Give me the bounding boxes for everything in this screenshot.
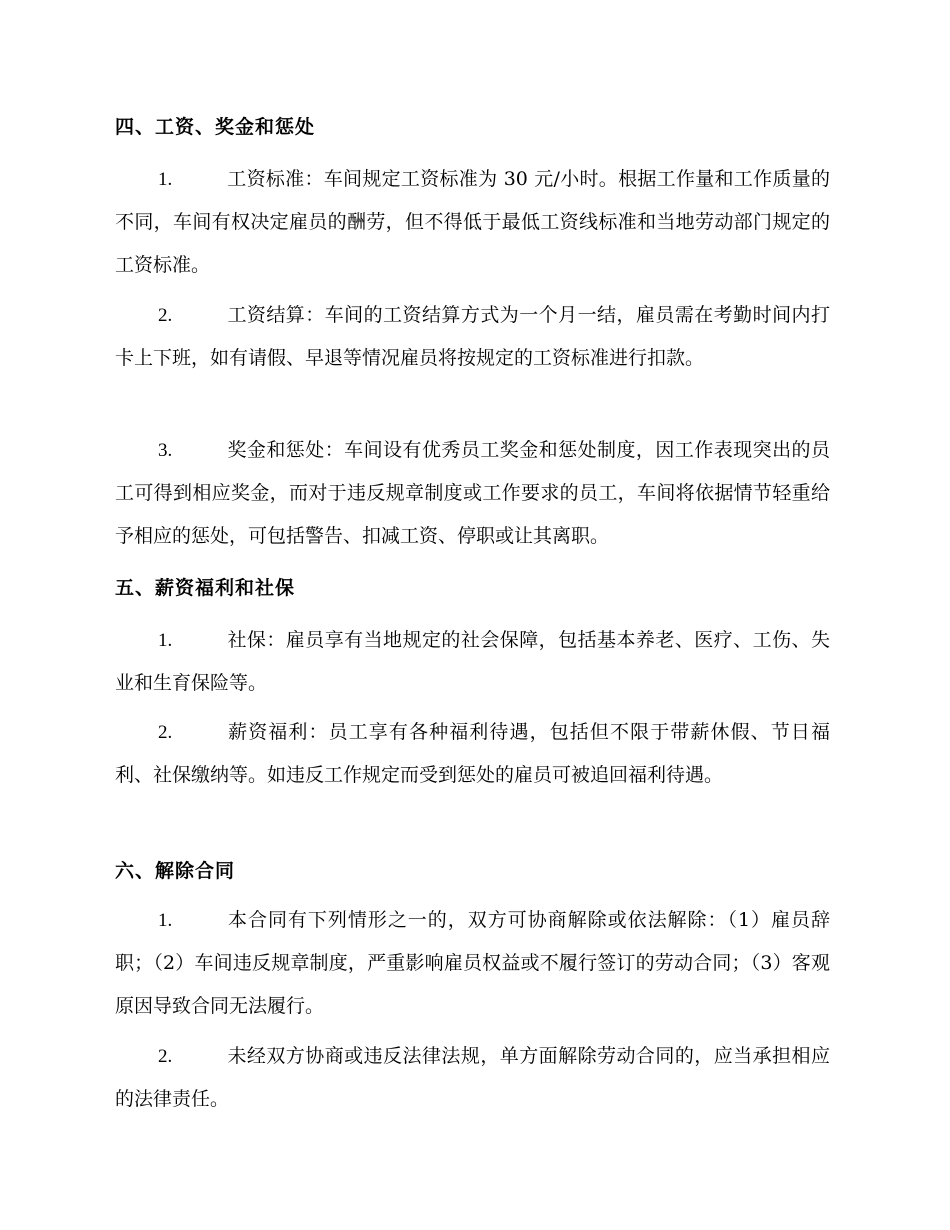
item-number: 2. [158,722,173,743]
section-5-heading-block [115,573,830,603]
section-5-item-2 [115,711,830,797]
section-4-item-1 [115,158,830,287]
item-number: 1. [158,910,173,931]
section-4-heading-block [115,112,830,142]
item-text: 工资标准：车间规定工资标准为 30 元/小时。根据工作量和工作质量的不同，车间有权决定雇员的酬劳，但不得低于最低工资线标准和当地劳动部门规定的工资标准。 [115,168,830,276]
section-5-item-1 [115,619,830,705]
item-text: 奖金和惩处：车间设有优秀员工奖金和惩处制度，因工作表现突出的员工可得到相应奖金，而对于违反规章制度或工作要求的员工，车间将依据情节轻重给予相应的惩处，可包括警告、扣减工资、停职或让其离职。 [115,439,830,547]
section-4-item-2 [115,294,830,380]
item-number: 1. [158,169,173,190]
item-text: 社保：雇员享有当地规定的社会保障，包括基本养老、医疗、工伤、失业和生育保险等。 [115,629,830,694]
item-number: 1. [158,630,173,651]
item-number: 3. [158,440,173,461]
section-heading: 五、薪资福利和社保 [115,577,296,599]
section-6-item-2 [115,1035,830,1121]
item-text: 薪资福利：员工享有各种福利待遇，包括但不限于带薪休假、节日福利、社保缴纳等。如违反工作规定而受到惩处的雇员可被追回福利待遇。 [115,721,830,786]
item-number: 2. [158,305,173,326]
item-text: 未经双方协商或违反法律法规，单方面解除劳动合同的，应当承担相应的法律责任。 [115,1045,830,1110]
section-4-item-3 [115,429,830,558]
item-text: 本合同有下列情形之一的，双方可协商解除或依法解除：（1）雇员辞职；（2）车间违反规章制度，严重影响雇员权益或不履行签订的劳动合同；（3）客观原因导致合同无法履行。 [115,909,830,1017]
section-6-heading-block [115,856,830,886]
section-6-item-1 [115,899,830,1028]
item-text: 工资结算：车间的工资结算方式为一个月一结，雇员需在考勤时间内打卡上下班，如有请假、早退等情况雇员将按规定的工资标准进行扣款。 [115,304,830,369]
section-heading: 四、工资、奖金和惩处 [115,116,316,138]
section-heading: 六、解除合同 [115,860,236,882]
item-number: 2. [158,1046,173,1067]
